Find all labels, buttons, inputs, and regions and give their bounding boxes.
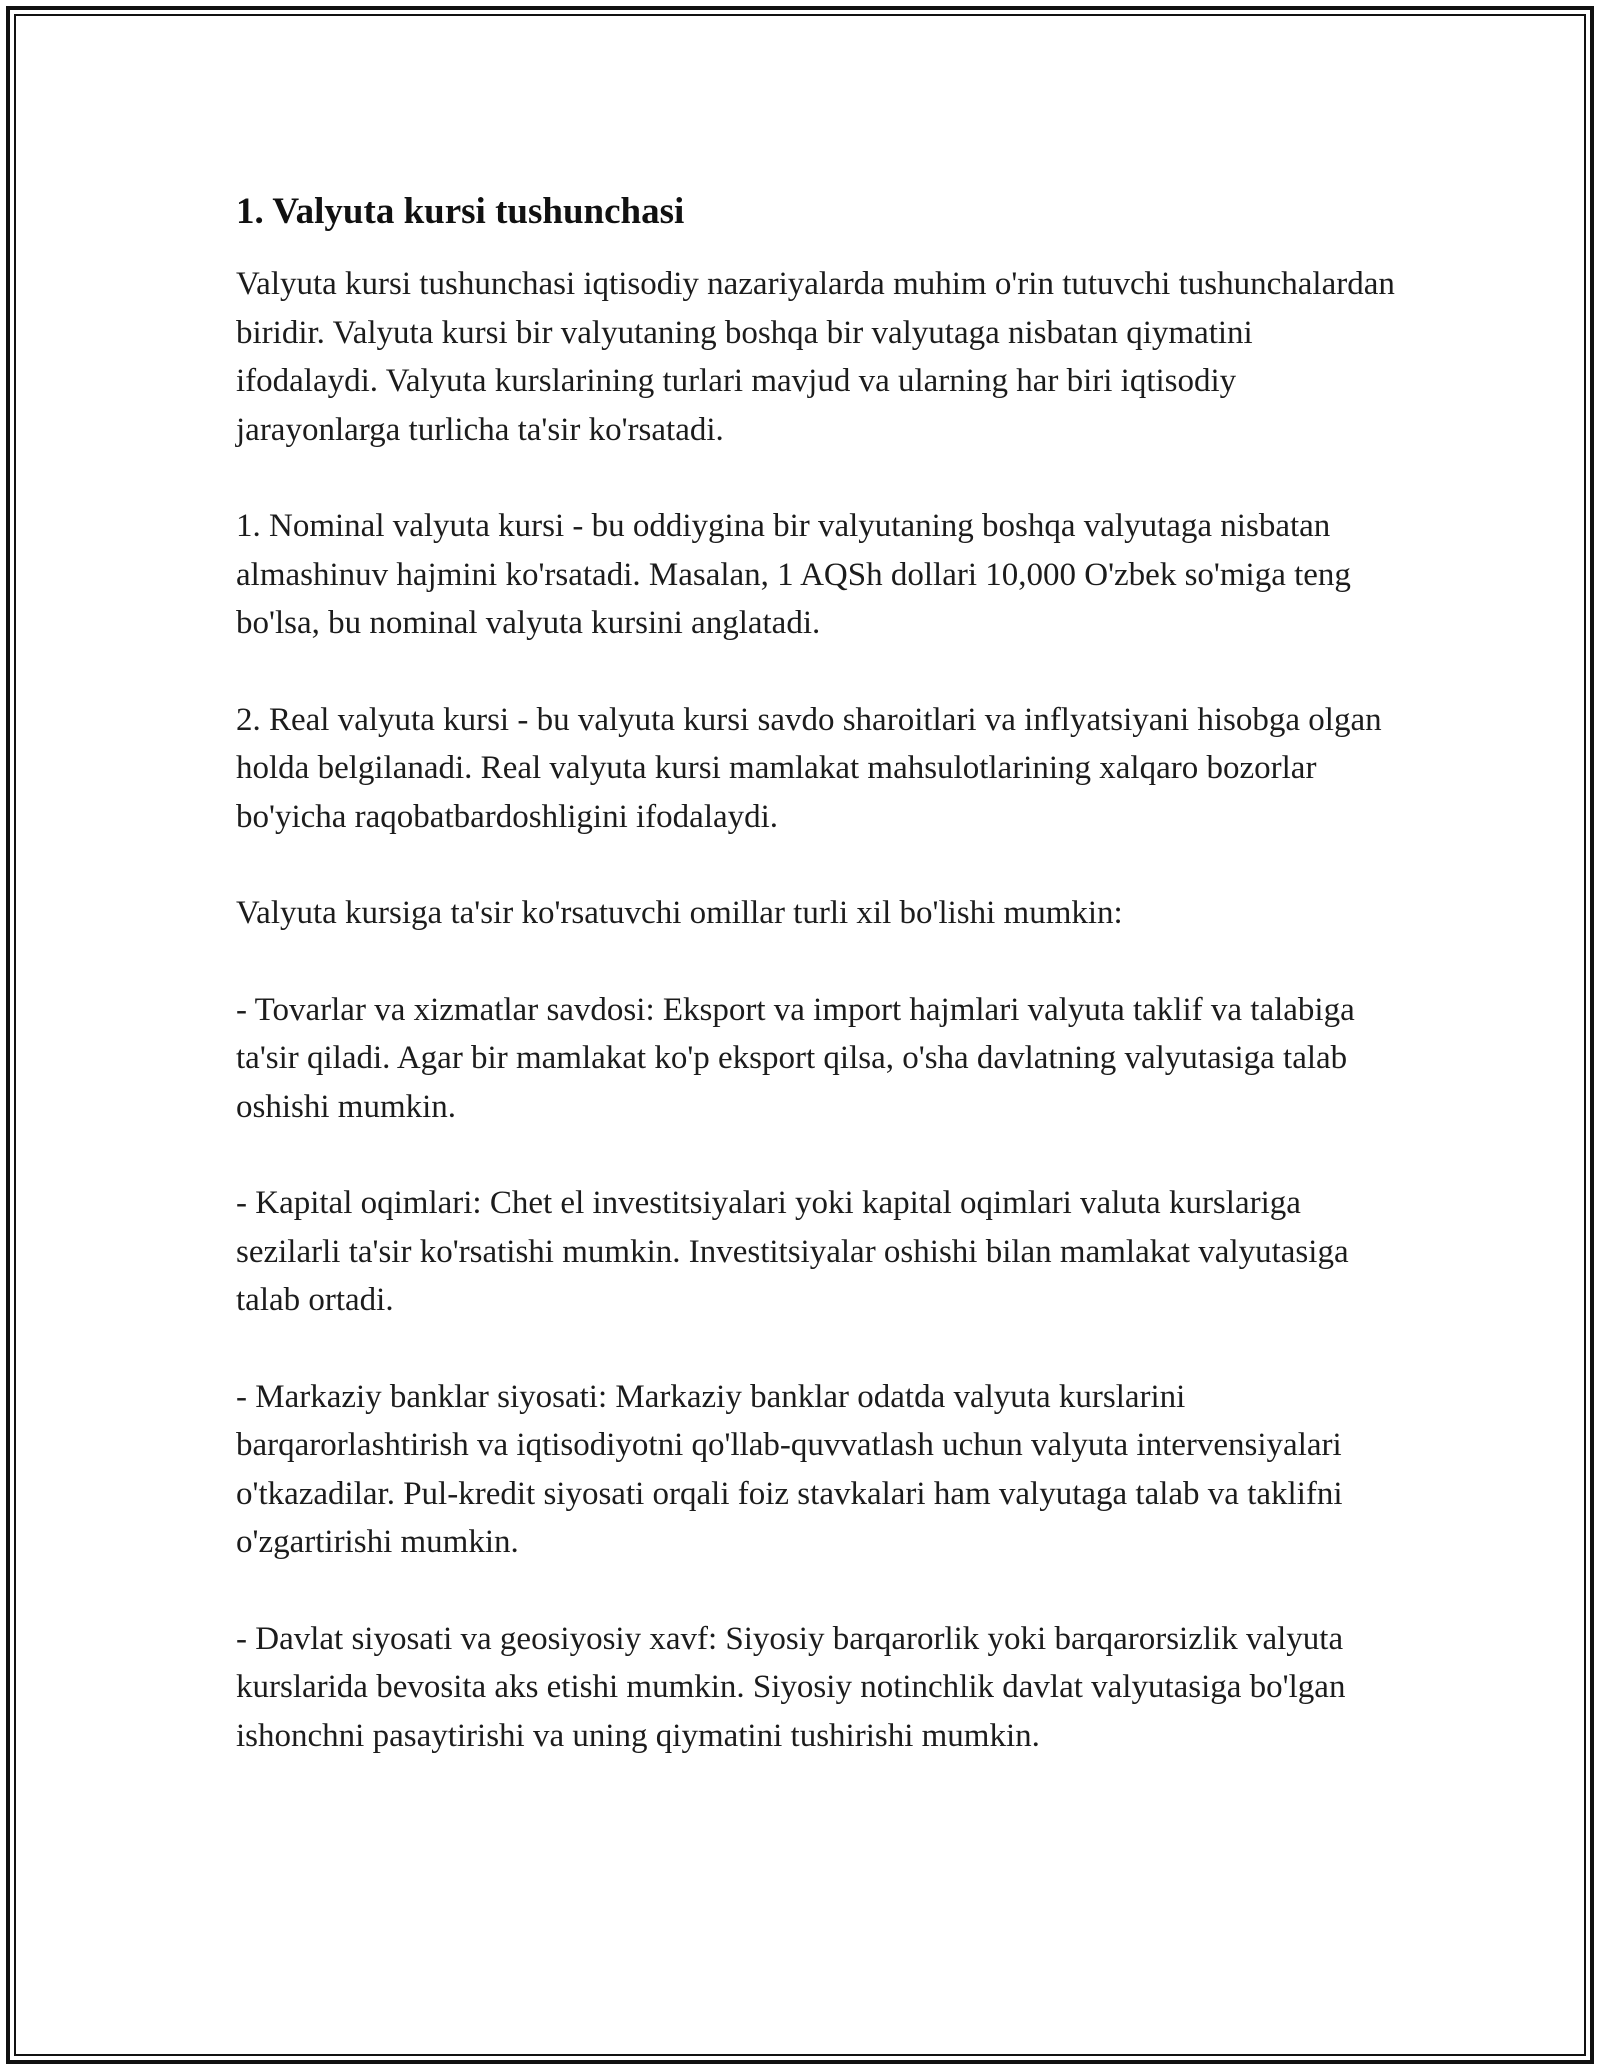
trade-factor-paragraph: - Tovarlar va xizmatlar savdosi: Eksport va import hajmlari valyuta taklif va talabiga ta'sir qiladi. Agar bir mamlakat ko'p eksport qilsa, o'sha davlatning valyutasiga talab oshishi mumkin. [236, 991, 1355, 1125]
factors-intro-paragraph: Valyuta kursiga ta'sir ko'rsatuvchi omillar turli xil bo'lishi mumkin: [236, 895, 1123, 931]
nominal-rate-paragraph: 1. Nominal valyuta kursi - bu oddiygina bir valyutaning boshqa valyutaga nisbatan almashinuv hajmini ko'rsatadi. Masalan, 1 AQSh dollari 10,000 O'zbek so'miga teng bo'lsa, bu nominal valyuta kursini anglatadi. [236, 508, 1351, 641]
geopolitical-risk-paragraph: - Davlat siyosati va geosiyosiy xavf: Siyosiy barqarorlik yoki barqarorsizlik valyuta kurslarida bevosita aks etishi mumkin. Siyosiy notinchlik davlat valyutasiga bo'lgan ishonchni pasaytirishi va uning qiymatini tushirishi mumkin. [236, 1620, 1346, 1754]
central-banks-paragraph: - Markaziy banklar siyosati: Markaziy banklar odatda valyuta kurslarini barqarorlashtirish va iqtisodiyotni qo'llab-quvvatlash uchun valyuta intervensiyalari o'tkazadilar. Pul-kredit siyosati orqali foiz stavkalari ham valyutaga talab va taklifni o'zgartirishi mumkin. [236, 1378, 1343, 1560]
document-body [236, 186, 1396, 1808]
intro-paragraph: Valyuta kursi tushunchasi iqtisodiy nazariyalarda muhim o'rin tutuvchi tushunchalardan biridir. Valyuta kursi bir valyutaning boshqa bir valyutaga nisbatan qiymatini ifodalaydi. Valyuta kurslarining turlari mavjud va ularning har biri iqtisodiy jarayonlarga turlicha ta'sir ko'rsatadi. [236, 266, 1395, 448]
document-title: 1. Valyuta kursi tushunchasi [236, 191, 685, 232]
capital-flows-paragraph: - Kapital oqimlari: Chet el investitsiyalari yoki kapital oqimlari valuta kurslariga sezilarli ta'sir ko'rsatishi mumkin. Investitsiyalar oshishi bilan mamlakat valyutasiga talab ortadi. [236, 1185, 1349, 1318]
real-rate-paragraph: 2. Real valyuta kursi - bu valyuta kursi savdo sharoitlari va inflyatsiyani hisobga olgan holda belgilanadi. Real valyuta kursi mamlakat mahsulotlarining xalqaro bozorlar bo'yicha raqobatbardoshligini ifodalaydi. [236, 701, 1382, 835]
